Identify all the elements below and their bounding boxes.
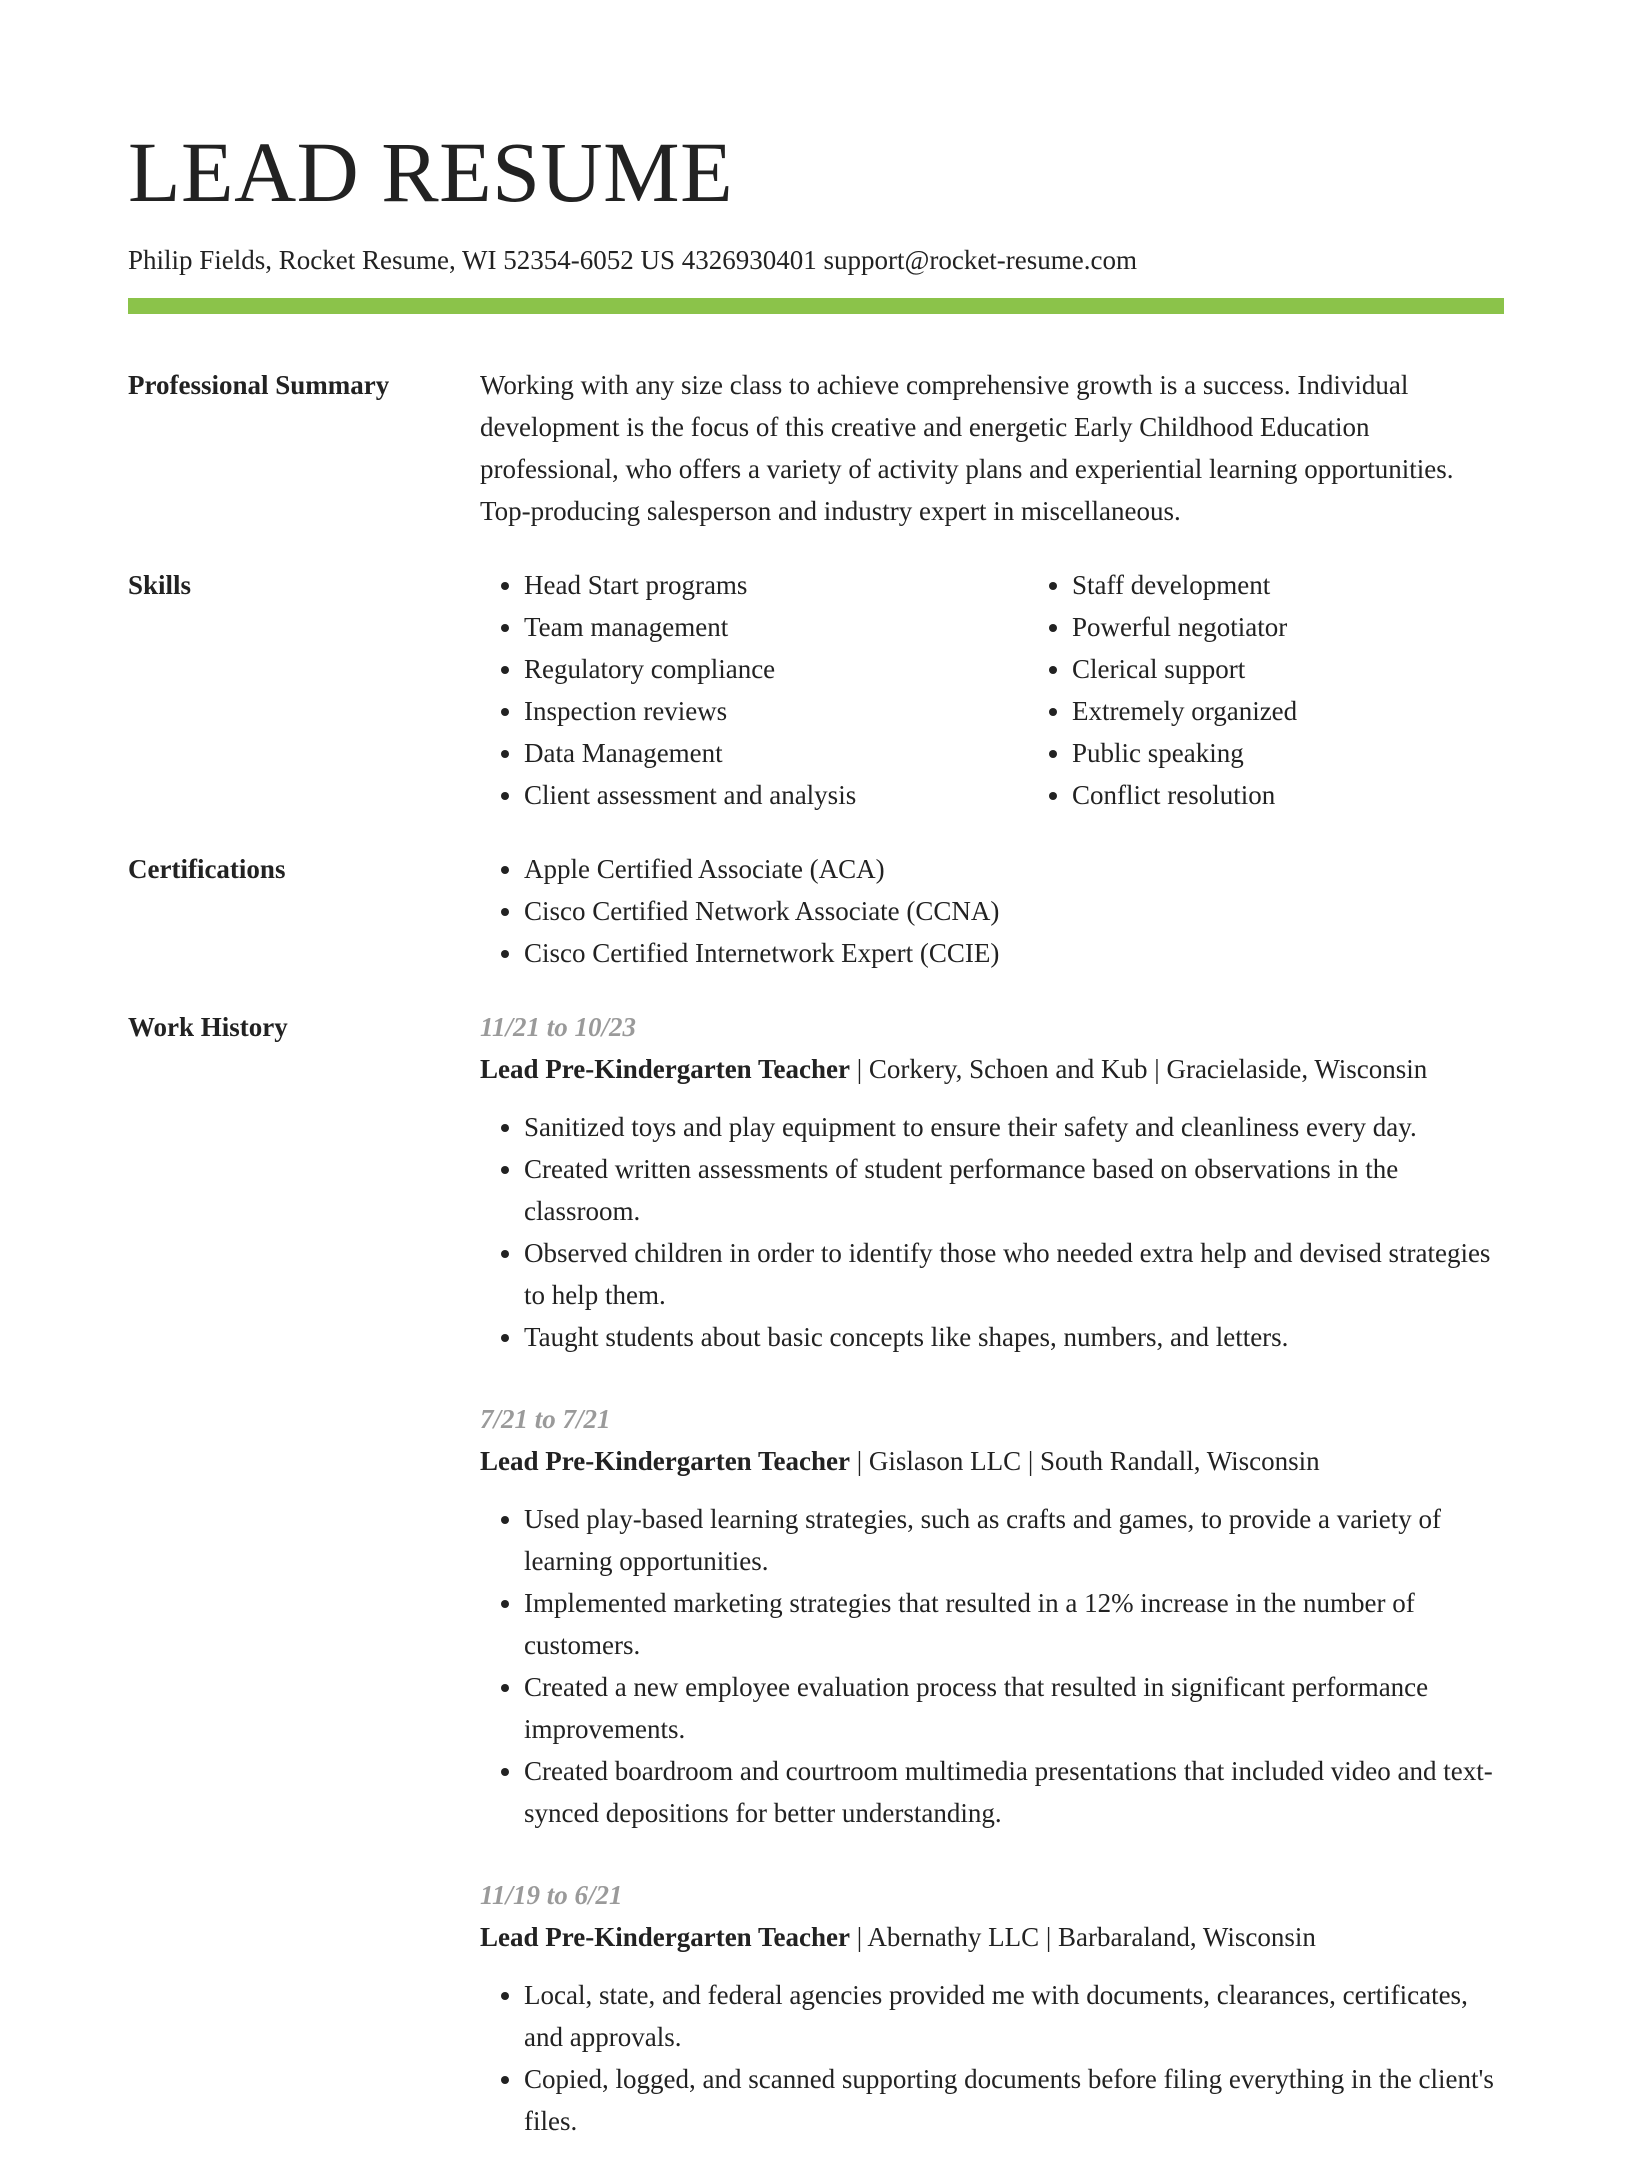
job-bullet: • Created boardroom and courtroom multimedia presentations that included video and text-synced depositions for better understanding. xyxy=(524,1750,1504,1834)
job-details: | Gislason LLC | South Randall, Wisconsin xyxy=(849,1446,1320,1476)
certification-item: • Cisco Certified Network Associate (CCNA) xyxy=(524,890,1504,932)
skill-item: • Inspection reviews xyxy=(524,690,1028,732)
certifications-heading: Certifications xyxy=(128,854,286,884)
job-bullet: • Taught students about basic concepts like shapes, numbers, and letters. xyxy=(524,1316,1504,1358)
skills-columns xyxy=(480,564,1576,816)
job-bullet: • Observed children in order to identify those who needed extra help and devised strategies to help them. xyxy=(524,1232,1504,1316)
job-bullets xyxy=(480,1974,1504,2142)
skill-item: • Conflict resolution xyxy=(1072,774,1576,816)
job-details: | Abernathy LLC | Barbaraland, Wisconsin xyxy=(849,1922,1316,1952)
job-bullet: • Copied, logged, and scanned supporting documents before filing everything in the client's files. xyxy=(524,2058,1504,2142)
resume-page xyxy=(128,0,1504,2182)
job-bullet: • Used play-based learning strategies, such as crafts and games, to provide a variety of learning opportunities. xyxy=(524,1498,1504,1582)
job-entry xyxy=(480,1874,1504,2142)
job-bullets xyxy=(480,1498,1504,1834)
skill-item: • Team management xyxy=(524,606,1028,648)
work-history-body xyxy=(480,1006,1504,2182)
skill-item: • Regulatory compliance xyxy=(524,648,1028,690)
job-title-line xyxy=(480,1916,1504,1958)
job-dates: 11/21 to 10/23 xyxy=(480,1012,637,1042)
job-entry xyxy=(480,1006,1504,1358)
skill-item: • Staff development xyxy=(1072,564,1576,606)
job-bullets xyxy=(480,1106,1504,1358)
certifications-body xyxy=(480,848,1504,974)
job-title-line xyxy=(480,1440,1504,1482)
job-dates: 11/19 to 6/21 xyxy=(480,1880,623,1910)
skill-item: • Head Start programs xyxy=(524,564,1028,606)
job-title: Lead Pre-Kindergarten Teacher xyxy=(480,1922,850,1952)
skill-item: • Client assessment and analysis xyxy=(524,774,1028,816)
certification-item: • Apple Certified Associate (ACA) xyxy=(524,848,1504,890)
skill-item: • Powerful negotiator xyxy=(1072,606,1576,648)
skills-heading: Skills xyxy=(128,570,192,600)
skill-item: • Public speaking xyxy=(1072,732,1576,774)
work-history-heading: Work History xyxy=(128,1012,288,1042)
resume-name: LEAD RESUME xyxy=(128,124,734,220)
work-history-section xyxy=(128,1006,1504,2182)
certifications-list xyxy=(480,848,1504,974)
job-title: Lead Pre-Kindergarten Teacher xyxy=(480,1054,850,1084)
job-bullet: • Sanitized toys and play equipment to ensure their safety and cleanliness every day. xyxy=(524,1106,1504,1148)
skill-item: • Data Management xyxy=(524,732,1028,774)
job-bullet: • Implemented marketing strategies that resulted in a 12% increase in the number of customers. xyxy=(524,1582,1504,1666)
job-entry xyxy=(480,1398,1504,1834)
header-divider xyxy=(128,298,1504,314)
job-dates: 7/21 to 7/21 xyxy=(480,1404,611,1434)
job-bullet: • Created written assessments of student performance based on observations in the classroom. xyxy=(524,1148,1504,1232)
certification-item: • Cisco Certified Internetwork Expert (CCIE) xyxy=(524,932,1504,974)
job-title: Lead Pre-Kindergarten Teacher xyxy=(480,1446,850,1476)
summary-text: Working with any size class to achieve comprehensive growth is a success. Individual development is the focus of this creative and energetic Early Childhood Education professional, who offers a variety of activity plans and experiential learning opportunities. Top-producing salesperson and industry expert in miscellaneous. xyxy=(480,370,1454,526)
job-bullet: • Local, state, and federal agencies provided me with documents, clearances, certificates, and approvals. xyxy=(524,1974,1504,2058)
job-title-line xyxy=(480,1048,1504,1090)
job-details: | Corkery, Schoen and Kub | Gracielaside, Wisconsin xyxy=(849,1054,1428,1084)
job-bullet: • Created a new employee evaluation process that resulted in significant performance improvements. xyxy=(524,1666,1504,1750)
skills-section xyxy=(128,564,1504,816)
skill-item: • Clerical support xyxy=(1072,648,1576,690)
summary-heading: Professional Summary xyxy=(128,370,390,400)
contact-line: Philip Fields, Rocket Resume, WI 52354-6052 US 4326930401 support@rocket-resume.com xyxy=(128,245,1138,275)
summary-section xyxy=(128,364,1504,532)
skills-list-right xyxy=(1028,564,1576,816)
certifications-section xyxy=(128,848,1504,974)
skill-item: • Extremely organized xyxy=(1072,690,1576,732)
skills-list-left xyxy=(480,564,1028,816)
